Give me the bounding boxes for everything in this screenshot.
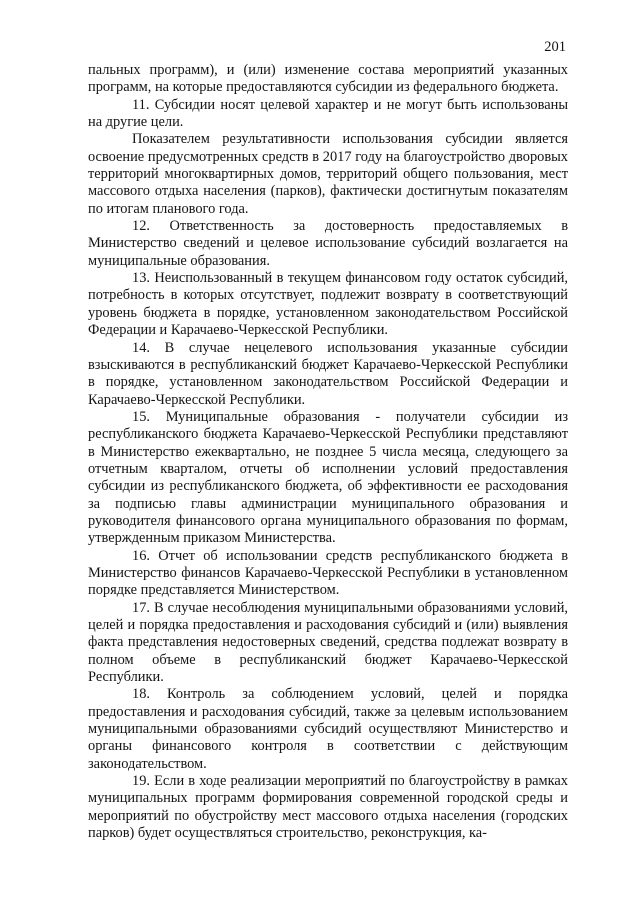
paragraph-continuation: пальных программ), и (или) изменение состава мероприятий указанных программ, на которые предоставляются субсидии из федерального бюджета. [88,62,568,96]
paragraph-14: 14. В случае нецелевого использования указанные субсидии взыскиваются в республиканский бюджет Карачаево-Черкесской Республики в порядке, установленном законодательством Российской Федерации и Карачаево-Черкесской Республики. [88,339,568,408]
paragraph-16: 16. Отчет об использовании средств республиканского бюджета в Министерство финансов Карачаево-Черкесской Республики в установленном порядке представляется Министерством. [88,547,568,599]
paragraph-17: 17. В случае несоблюдения муниципальными образованиями условий, целей и порядка предоставления и расходования субсидий и (или) выявления факта представления недостоверных сведений, средства подлежат возврату в полном объеме в республиканский бюджет Карачаево-Черкесской Республики. [88,599,568,686]
paragraph-15: 15. Муниципальные образования - получатели субсидии из республиканского бюджета Карачаево-Черкесской Республики представляют в Министерство ежеквартально, не позднее 5 числа месяца, следующего за отчетным кварталом, отчеты об исполнении условий предоставления субсидии из республиканского бюджета, об эффективности ее расходования за подписью главы администрации муниципального образования и руководителя финансового органа муниципального образования по формам, утвержденным приказом Министерства. [88,408,568,547]
paragraph-18: 18. Контроль за соблюдением условий, целей и порядка предоставления и расходования субсидий, также за целевым использованием муниципальными образованиями субсидий осуществляют Министерство и органы финансового контроля в соответствии с действующим законодательством. [88,686,568,772]
paragraph-12: 12. Ответственность за достоверность предоставляемых в Министерство сведений и целевое использование субсидий возлагается на муниципальные образования. [88,218,568,269]
paragraph-performance-indicator: Показателем результативности использования субсидии является освоение предусмотренных средств в 2017 году на благоустройство дворовых территорий многоквартирных домов, территорий общего пользования, мест массового отдыха населения (парков), фактически достигнутым показателям по итогам планового года. [88,131,568,217]
paragraph-13: 13. Неиспользованный в текущем финансовом году остаток субсидий, потребность в которых отсутствует, подлежит возврату в соответствующий уровень бюджета в порядке, установленном законодательством Российской Федерации и Карачаево-Черкесской Республики. [88,270,568,339]
document-body [88,62,568,842]
paragraph-19: 19. Если в ходе реализации мероприятий по благоустройству в рамках муниципальных программ формирования современной городской среды и мероприятий по обустройству мест массового отдыха населения (городских парков) будет осуществляться строительство, реконструкция, ка- [88,773,568,842]
paragraph-11: 11. Субсидии носят целевой характер и не могут быть использованы на другие цели. [88,96,568,131]
page-number: 201 [544,39,566,55]
